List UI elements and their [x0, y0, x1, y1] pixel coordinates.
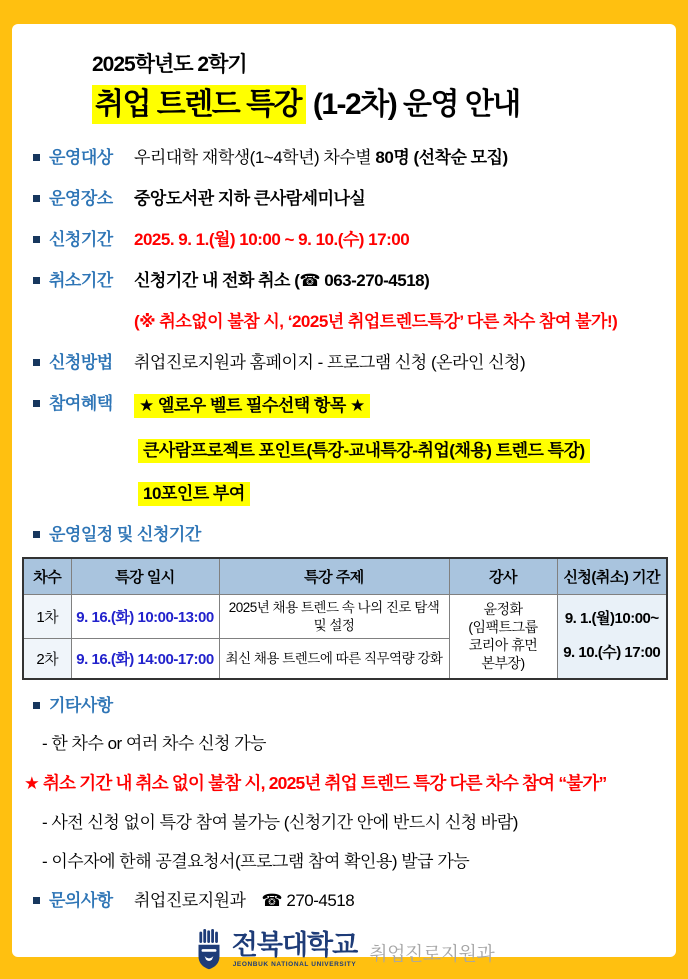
- info-row-target: [33, 148, 662, 168]
- bullet-square-icon: [33, 400, 40, 407]
- topic-2-cell: 최신 채용 트렌드에 따른 직무역량 강화: [219, 639, 449, 679]
- session-1-cell: 1차: [23, 595, 71, 639]
- info-section: [12, 148, 676, 545]
- schedule-table: [22, 557, 668, 680]
- university-name: 전북대학교: [231, 930, 358, 961]
- contact-dept: 취업진로지원과: [134, 890, 246, 910]
- etc-section: [12, 696, 676, 911]
- bullet-square-icon: [33, 531, 40, 538]
- info-value-benefit: [134, 394, 662, 418]
- target-text: 우리대학 재학생(1~4학년) 차수별: [134, 148, 376, 167]
- instructor-line: 본부장): [481, 655, 525, 672]
- col-header-period: 신청(취소) 기간: [557, 558, 667, 595]
- semester-subtitle: 2025학년도 2학기: [92, 53, 247, 76]
- datetime-1-cell: 9. 16.(화) 10:00-13:00: [71, 595, 219, 639]
- bullet-square-icon: [33, 154, 40, 161]
- bullet-square-icon: [33, 897, 40, 904]
- etc-item-1: - 한 차수 or 여러 차수 신청 가능: [42, 733, 266, 753]
- bullet-square-icon: [33, 195, 40, 202]
- bullet-square-icon: [33, 277, 40, 284]
- etc-header-row: [33, 696, 662, 716]
- info-row-cancel-period: [33, 271, 662, 291]
- university-name-block: [232, 931, 357, 967]
- info-label-method: 신청방법: [49, 353, 113, 372]
- instructor-cell: [449, 595, 557, 679]
- cancel-warning-note: (※ 취소없이 불참 시, ‘2025년 취업트렌드특강’ 다른 차수 참여 불가!): [134, 312, 618, 331]
- bullet-square-icon: [33, 236, 40, 243]
- info-value-apply-period: 2025. 9. 1.(월) 10:00 ~ 9. 10.(수) 17:00: [134, 230, 410, 249]
- footer-logo: [12, 929, 676, 971]
- table-row: [23, 595, 667, 639]
- period-line: 9. 10.(수) 17:00: [563, 644, 661, 662]
- etc-section-label: 기타사항: [49, 695, 113, 715]
- page-title-rest: (1-2차) 운영 안내: [306, 88, 520, 121]
- target-bold: 80명 (선착순 모집): [375, 148, 508, 167]
- info-row-apply-period: [33, 230, 662, 250]
- benefit-row-2: [138, 439, 676, 463]
- info-value-cancel-period: 신청기간 내 전화 취소 (☎ 063-270-4518): [134, 271, 430, 290]
- schedule-section-label: 운영일정 및 신청기간: [49, 525, 201, 544]
- period-line: 9. 1.(월)10:00~: [564, 609, 659, 627]
- university-emblem-icon: [194, 929, 224, 971]
- info-label-benefit: 참여혜택: [49, 394, 113, 413]
- page-title: [92, 87, 676, 123]
- footer-department: 취업진로지원과: [369, 944, 495, 966]
- col-header-session: 차수: [23, 558, 71, 595]
- etc-item-2: - 사전 신청 없이 특강 참여 불가능 (신청기간 안에 반드시 신청 바람): [42, 812, 518, 832]
- contact-value: [134, 891, 662, 911]
- datetime-2-cell: 9. 16.(화) 14:00-17:00: [71, 639, 219, 679]
- topic-1-cell: 2025년 채용 트렌드 속 나의 진로 탐색 및 설정: [219, 595, 449, 639]
- contact-label: 문의사항: [49, 890, 113, 910]
- info-label-cancel-period: 취소기간: [49, 271, 113, 290]
- etc-item-3: - 이수자에 한해 공결요청서(프로그램 참여 확인용) 발급 가능: [42, 851, 470, 871]
- col-header-topic: 특강 주제: [219, 558, 449, 595]
- info-row-benefit: [33, 394, 662, 418]
- contact-phone: ☎ 270-4518: [261, 890, 355, 910]
- university-name-english: JEONBUK NATIONAL UNIVERSITY: [232, 960, 357, 968]
- instructor-line: (임팩트그룹: [468, 619, 538, 636]
- benefit-row-3: [138, 482, 676, 506]
- col-header-instructor: 강사: [449, 558, 557, 595]
- etc-warning: ★ 취소 기간 내 취소 없이 불참 시, 2025년 취업 트렌드 특강 다른 차수 참여 “불가”: [24, 772, 607, 793]
- info-label-target: 운영대상: [49, 148, 113, 167]
- instructor-line: 윤정화: [483, 600, 523, 617]
- info-label-place: 운영장소: [49, 189, 113, 208]
- info-row-place: [33, 189, 662, 209]
- col-header-datetime: 특강 일시: [71, 558, 219, 595]
- session-2-cell: 2차: [23, 639, 71, 679]
- bullet-square-icon: [33, 359, 40, 366]
- info-row-method: [33, 353, 662, 373]
- info-label-apply-period: 신청기간: [49, 230, 113, 249]
- info-value-place: 중앙도서관 지하 큰사람세미나실: [134, 189, 366, 208]
- info-value-target: [134, 148, 662, 168]
- content-panel: [12, 24, 676, 968]
- info-value-method: 취업진로지원과 홈페이지 - 프로그램 신청 (온라인 신청): [134, 353, 526, 372]
- instructor-line: 코리아 휴먼: [468, 637, 538, 654]
- info-row-schedule: [33, 525, 662, 545]
- benefit-highlight-1: ★ 엘로우 벨트 필수선택 항목 ★: [134, 394, 370, 418]
- benefit-highlight-2: 큰사람프로젝트 포인트(특강-교내특강-취업(채용) 트렌드 특강): [138, 439, 590, 463]
- apply-period-cell: [557, 595, 667, 679]
- benefit-highlight-3: 10포인트 부여: [138, 482, 250, 506]
- page-title-highlight: 취업 트렌드 특강: [92, 85, 306, 124]
- bullet-square-icon: [33, 702, 40, 709]
- contact-row: [33, 891, 662, 911]
- table-header-row: [23, 558, 667, 595]
